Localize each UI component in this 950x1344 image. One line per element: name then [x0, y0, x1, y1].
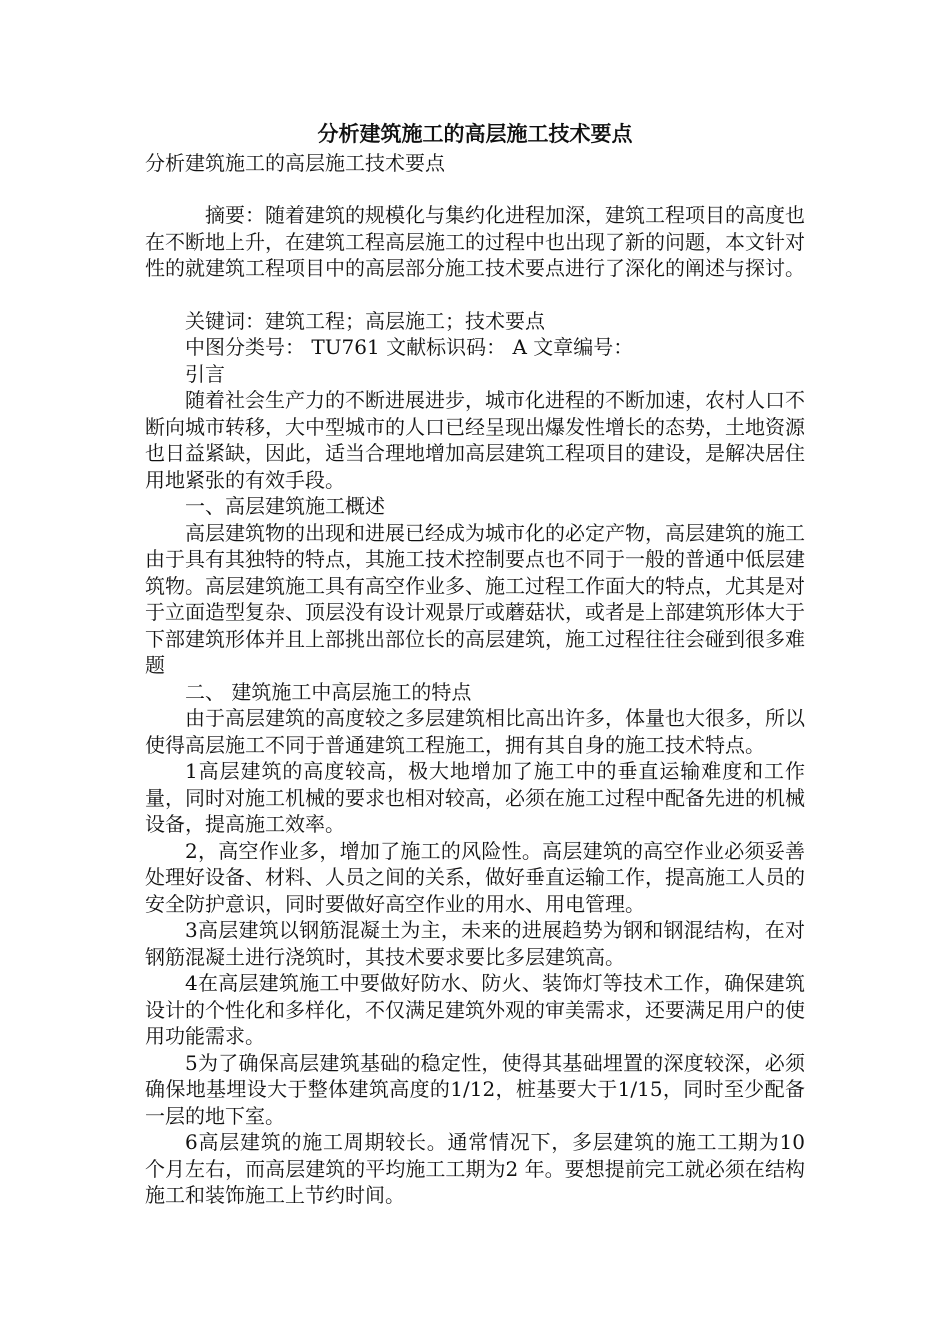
section1-paragraph: 高层建筑物的出现和进展已经成为城市化的必定产物，高层建筑的施工由于具有其独特的特点，其施工技术控制要点也不同于一般的普通中低层建筑物。高层建筑施工具有高空作业多、施工过程工作面大的特点，尤其是对于立面造型复杂、顶层没有设计观景厅或蘑菇状，或者是上部建筑形体大于下部建筑形体并且上部挑出部位长的高层建筑，施工过程往往会碰到很多难题 — [145, 520, 805, 677]
abstract-paragraph: 摘要：随着建筑的规模化与集约化进程加深，建筑工程项目的高度也在不断地上升，在建筑工程高层施工的过程中也出现了新的问题，本文针对性的就建筑工程项目中的高层部分施工技术要点进行了深化的阐述与探讨。 — [145, 203, 805, 280]
document-subtitle: 分析建筑施工的高层施工技术要点 — [145, 151, 445, 175]
point-1: 1高层建筑的高度较高，极大地增加了施工中的垂直运输难度和工作量，同时对施工机械的要求也相对较高，必须在施工过程中配备先进的机械设备，提高施工效率。 — [145, 759, 805, 836]
document-page — [145, 118, 805, 1209]
point-3: 3高层建筑以钢筋混凝土为主，未来的进展趋势为钢和钢混结构，在对钢筋混凝土进行浇筑时，其技术要求要比多层建筑高。 — [145, 918, 805, 969]
section2-heading: 二、 建筑施工中高层施工的特点 — [185, 679, 472, 704]
spacer — [145, 282, 805, 308]
intro-heading: 引言 — [185, 361, 225, 386]
keywords-line: 关键词：建筑工程；高层施工；技术要点 — [185, 308, 545, 333]
intro-paragraph: 随着社会生产力的不断进展进步，城市化进程的不断加速，农村人口不断向城市转移，大中型城市的人口已经呈现出爆发性增长的态势，土地资源也日益紧缺，因此，适当合理地增加高层建筑工程项目的建设，是解决居住用地紧张的有效手段。 — [145, 388, 805, 492]
spacer — [145, 176, 805, 202]
section2-paragraph: 由于高层建筑的高度较之多层建筑相比高出许多，体量也大很多，所以使得高层施工不同于普通建筑工程施工，拥有其自身的施工技术特点。 — [145, 706, 805, 757]
point-4: 4在高层建筑施工中要做好防水、防火、装饰灯等技术工作，确保建筑设计的个性化和多样化，不仅满足建筑外观的审美需求，还要满足用户的使用功能需求。 — [145, 971, 805, 1048]
point-2: 2，高空作业多，增加了施工的风险性。高层建筑的高空作业必须妥善处理好设备、材料、人员之间的关系，做好垂直运输工作，提高施工人员的安全防护意识，同时要做好高空作业的用水、用电管理。 — [145, 838, 805, 916]
point-6: 6高层建筑的施工周期较长。通常情况下，多层建筑的施工工期为10 个月左右，而高层建筑的平均施工工期为2 年。要想提前完工就必须在结构施工和装饰施工上节约时间。 — [145, 1130, 805, 1207]
classification-line: 中图分类号： TU761 文献标识码： A 文章编号： — [185, 335, 634, 359]
document-title: 分析建筑施工的高层施工技术要点 — [317, 121, 633, 146]
section1-heading: 一、高层建筑施工概述 — [185, 494, 385, 518]
point-5: 5为了确保高层建筑基础的稳定性，使得其基础埋置的深度较深，必须确保地基埋设大于整体建筑高度的1/12，桩基要大于1/15，同时至少配备一层的地下室。 — [145, 1050, 805, 1128]
